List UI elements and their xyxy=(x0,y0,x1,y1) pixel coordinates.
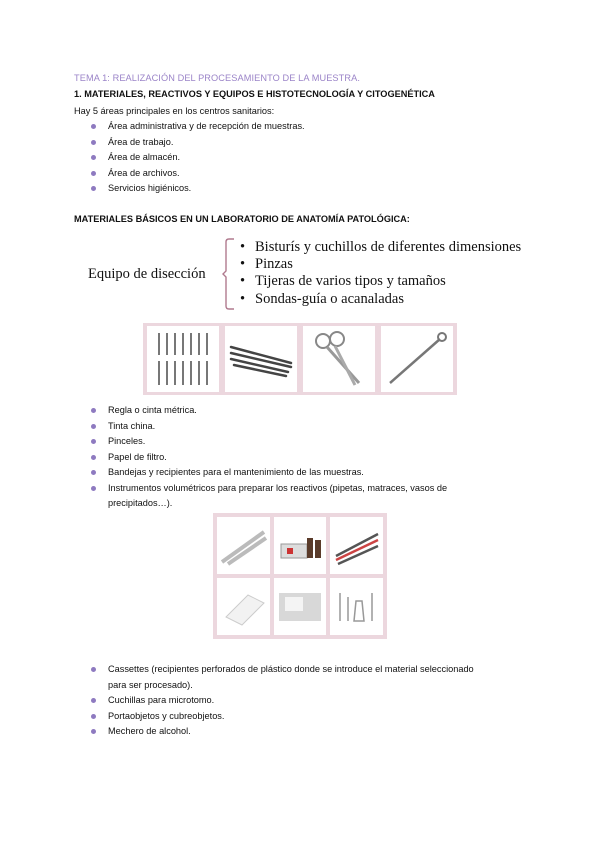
bullet-icon xyxy=(91,186,96,191)
list-item: Pinceles. xyxy=(74,434,447,450)
list-item: Área de archivos. xyxy=(74,166,305,182)
bullet-icon xyxy=(91,439,96,444)
dissection-label: Equipo de disección xyxy=(88,266,206,282)
bullet-icon xyxy=(91,470,96,475)
areas-list xyxy=(74,119,305,197)
list-item: Área de almacén. xyxy=(74,150,305,166)
volumetric-instruments-photo xyxy=(330,578,383,635)
bullet-icon xyxy=(91,698,96,703)
materials-list xyxy=(74,403,447,512)
materials-heading: MATERIALES BÁSICOS EN UN LABORATORIO DE ANATOMÍA PATOLÓGICA: xyxy=(74,214,410,224)
list-item: Instrumentos volumétricos para preparar los reactivos (pipetas, matraces, vasos de xyxy=(74,481,447,497)
intro-text: Hay 5 áreas principales en los centros sanitarios: xyxy=(74,106,275,116)
probe-photo xyxy=(381,326,453,392)
final-list xyxy=(74,662,474,740)
bullet-icon xyxy=(91,667,96,672)
list-item: • Pinzas xyxy=(240,256,293,273)
list-item: Regla o cinta métrica. xyxy=(74,403,447,419)
bullet-icon xyxy=(91,729,96,734)
dissection-items xyxy=(240,239,521,308)
bullet-icon xyxy=(91,124,96,129)
list-item: Portaobjetos y cubreobjetos. xyxy=(74,709,474,725)
topic-title: TEMA 1: REALIZACIÓN DEL PROCESAMIENTO DE LA MUESTRA. xyxy=(74,73,360,83)
list-item: • Bisturís y cuchillos de diferentes dimensiones xyxy=(240,239,522,255)
brace-icon xyxy=(222,238,236,310)
scissors-photo xyxy=(303,326,375,392)
list-item: Cassettes (recipientes perforados de plástico donde se introduce el material seleccionado xyxy=(74,662,474,678)
list-item-continuation: para ser procesado). xyxy=(108,679,193,690)
brushes-photo xyxy=(330,517,383,574)
list-item: Mechero de alcohol. xyxy=(74,724,474,740)
rulers-photo xyxy=(217,517,270,574)
section-heading: 1. MATERIALES, REACTIVOS Y EQUIPOS E HISTOTECNOLOGÍA Y CITOGENÉTICA xyxy=(74,89,435,99)
trays-photo xyxy=(274,578,327,635)
scalpels-photo xyxy=(147,326,219,392)
dissection-photo-strip xyxy=(143,323,457,395)
list-item: Cuchillas para microtomo. xyxy=(74,693,474,709)
filter-paper-photo xyxy=(217,578,270,635)
bullet-icon xyxy=(91,171,96,176)
bullet-icon xyxy=(91,486,96,491)
lab-materials-photo-grid xyxy=(213,513,387,639)
list-item: Área de trabajo. xyxy=(74,135,305,151)
list-item: • Tijeras de varios tipos y tamaños xyxy=(240,273,446,290)
bullet-icon xyxy=(91,455,96,460)
list-item-continuation: precipitados…). xyxy=(108,498,173,508)
bullet-icon xyxy=(91,155,96,160)
bullet-icon xyxy=(91,424,96,429)
list-item: Papel de filtro. xyxy=(74,450,447,466)
bullet-icon xyxy=(91,408,96,413)
ink-bottles-photo xyxy=(274,517,327,574)
list-item: Área administrativa y de recepción de muestras. xyxy=(74,119,305,135)
bullet-icon xyxy=(91,140,96,145)
list-item: Servicios higiénicos. xyxy=(74,181,305,197)
bullet-icon xyxy=(91,714,96,719)
list-item: Bandejas y recipientes para el mantenimiento de las muestras. xyxy=(74,465,447,481)
forceps-photo xyxy=(225,326,297,392)
list-item: • Sondas-guía o acanaladas xyxy=(240,290,404,307)
list-item: Tinta china. xyxy=(74,419,447,435)
